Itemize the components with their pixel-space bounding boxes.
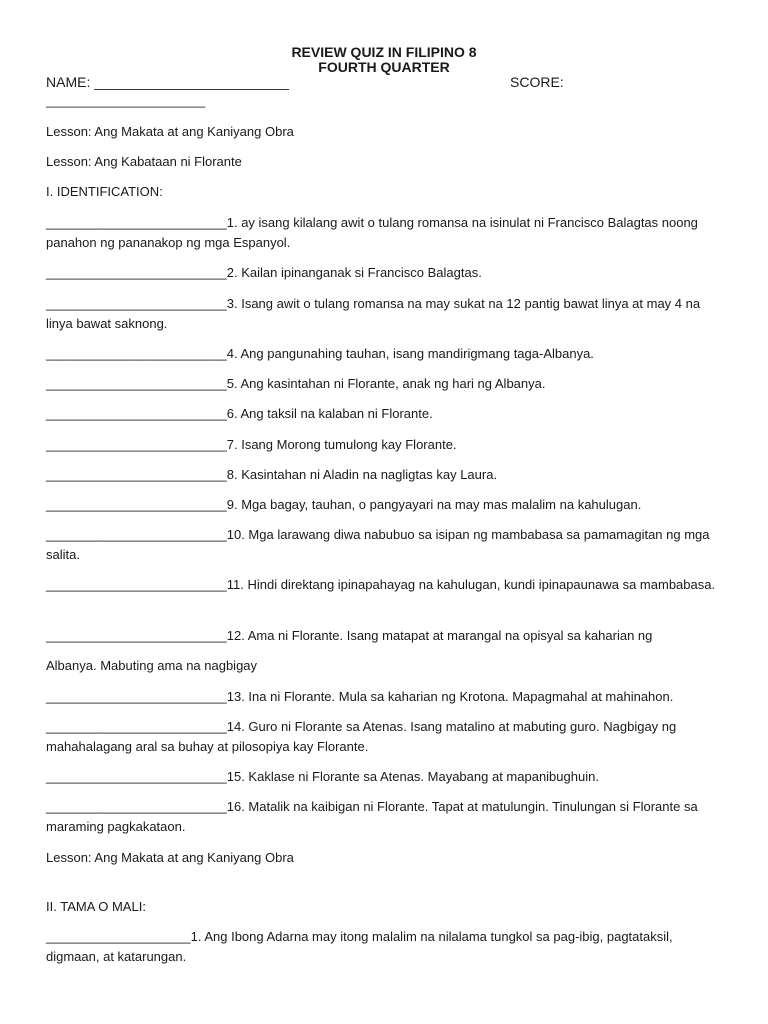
question-item: _________________________11. Hindi direktang ipinapahayag na kahulugan, kundi ipinapaunawa sa mambabasa. (46, 577, 716, 592)
score-line: ______________________ (46, 93, 206, 108)
lesson-heading-2: Lesson: Ang Kabataan ni Florante (46, 154, 242, 169)
quiz-quarter: FOURTH QUARTER (318, 59, 450, 75)
quiz-title: REVIEW QUIZ IN FILIPINO 8 (291, 44, 477, 60)
question-item: _________________________16. Matalik na kaibigan ni Florante. Tapat at matulungin. Tinulungan si Florante sa maraming pagkakataon. (46, 799, 698, 834)
question-item: _________________________5. Ang kasintahan ni Florante, anak ng hari ng Albanya. (46, 376, 546, 391)
question-item: _________________________2. Kailan ipinanganak si Francisco Balagtas. (46, 265, 482, 280)
question-item: _________________________10. Mga larawang diwa nabubuo sa isipan ng mambabasa sa pamamagitan ng mga salita. (46, 527, 710, 562)
question-item: _________________________8. Kasintahan ni Aladin na nagligtas kay Laura. (46, 467, 498, 482)
score-label: SCORE: (510, 74, 564, 90)
section-identification-heading: I. IDENTIFICATION: (46, 184, 163, 199)
name-field: NAME: _________________________ (46, 74, 289, 90)
lesson-heading-1: Lesson: Ang Makata at ang Kaniyang Obra (46, 124, 294, 139)
section-tama-o-mali-heading: II. TAMA O MALI: (46, 899, 146, 914)
question-item: _________________________14. Guro ni Florante sa Atenas. Isang matalino at mabuting guro. Nagbigay ng mahahalagang aral sa buhay at pilosopiya kay Florante. (46, 719, 677, 754)
question-item: _________________________3. Isang awit o tulang romansa na may sukat na 12 pantig bawat linya at may 4 na linya bawat saknong. (46, 296, 701, 331)
question-item: _________________________9. Mga bagay, tauhan, o pangyayari na may mas malalim na kahulugan. (46, 497, 642, 512)
lesson-heading-3: Lesson: Ang Makata at ang Kaniyang Obra (46, 850, 294, 865)
question-item: _________________________15. Kaklase ni Florante sa Atenas. Mayabang at mapanibughuin. (46, 769, 599, 784)
question-item: _________________________4. Ang pangunahing tauhan, isang mandirigmang taga-Albanya. (46, 346, 594, 361)
question-item: _________________________12. Ama ni Florante. Isang matapat at marangal na opisyal sa kaharian ng (46, 628, 653, 643)
question-item-continuation: Albanya. Mabuting ama na nagbigay (46, 658, 258, 673)
question-item: _________________________6. Ang taksil na kalaban ni Florante. (46, 406, 433, 421)
question-item: _________________________1. ay isang kilalang awit o tulang romansa na isinulat ni Francisco Balagtas noong panahon ng pananakop ng mga Espanyol. (46, 215, 698, 250)
question-item: _________________________7. Isang Morong tumulong kay Florante. (46, 437, 457, 452)
question-item: _________________________13. Ina ni Florante. Mula sa kaharian ng Krotona. Mapagmahal at mahinahon. (46, 689, 674, 704)
question-item: ____________________1. Ang Ibong Adarna may itong malalim na nilalama tungkol sa pag-ibig, pagtataksil, digmaan, at katarungan. (46, 929, 673, 964)
